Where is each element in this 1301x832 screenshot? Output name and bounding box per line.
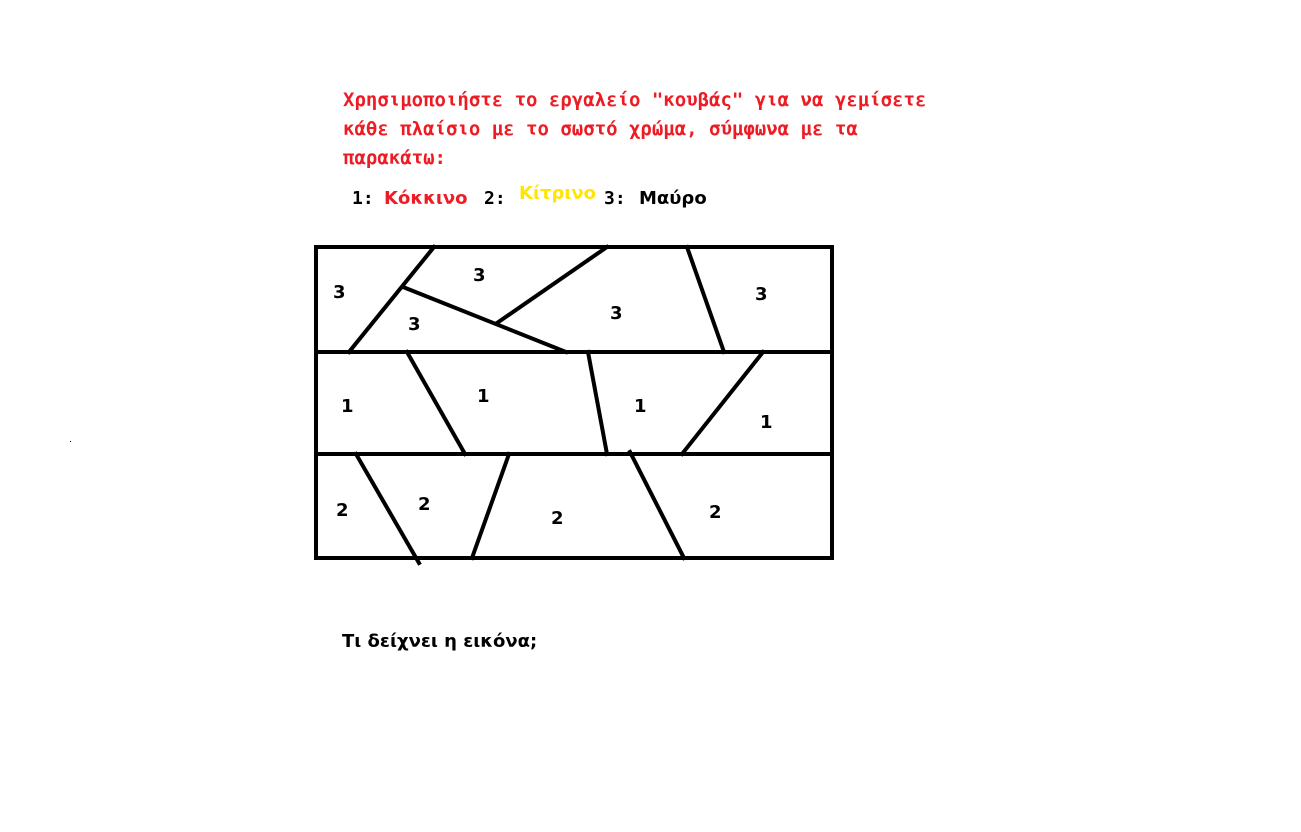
region-number: 2 <box>551 508 564 529</box>
region-divider <box>630 452 684 558</box>
region-divider <box>407 352 465 454</box>
region-divider <box>588 352 607 454</box>
region-number: 3 <box>755 284 768 305</box>
region-divider <box>403 287 566 352</box>
region-number: 1 <box>634 396 647 417</box>
region-divider <box>687 247 724 352</box>
region-number: 1 <box>341 396 354 417</box>
region-number: 1 <box>760 412 773 433</box>
question-text: Τι δείχνει η εικόνα; <box>342 631 538 652</box>
legend-label-red: Κόκκινο <box>384 188 468 209</box>
region-number: 3 <box>610 303 623 324</box>
region-divider <box>682 352 763 454</box>
region-number: 3 <box>333 282 346 303</box>
region-divider <box>472 454 509 558</box>
legend-number-1: 1: <box>352 188 374 209</box>
stray-dot <box>70 441 71 442</box>
legend-label-black: Μαύρο <box>639 188 707 209</box>
region-divider <box>497 247 607 323</box>
instructions-line-3: παρακάτω: <box>343 147 446 169</box>
region-number: 2 <box>336 500 349 521</box>
region-number: 3 <box>408 314 421 335</box>
region-divider <box>349 247 434 352</box>
region-number: 3 <box>473 265 486 286</box>
instructions-line-1: Χρησιμοποιήστε το εργαλείο "κουβάς" για να γεμίσετε <box>343 89 927 111</box>
legend-label-yellow: Κίτρινο <box>519 183 596 204</box>
legend-number-2: 2: <box>484 188 506 209</box>
legend-number-3: 3: <box>604 188 626 209</box>
region-number: 1 <box>477 386 490 407</box>
region-divider <box>356 454 419 563</box>
instructions-line-2: κάθε πλαίσιο με το σωστό χρώμα, σύμφωνα με τα <box>343 118 858 140</box>
region-number: 2 <box>709 502 722 523</box>
region-number: 2 <box>418 494 431 515</box>
